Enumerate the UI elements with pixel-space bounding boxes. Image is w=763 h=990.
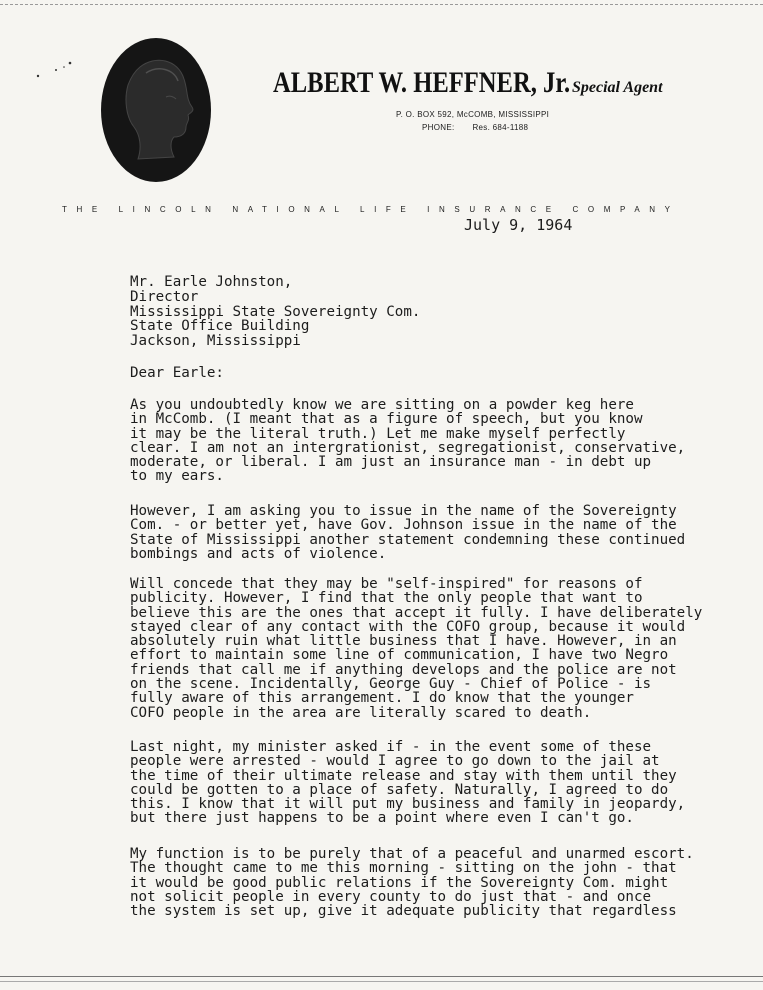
body-line: in McComb. (I meant that as a figure of speech, but you know	[130, 411, 643, 428]
body-line: moderate, or liberal. I am just an insurance man - in debt up	[130, 454, 652, 471]
addressee-line: Mississippi State Sovereignty Com.	[130, 303, 421, 320]
body-line: not solicit people in every county to do just that - and once	[130, 888, 652, 905]
body-line: Last night, my minister asked if - in the event some of these	[130, 739, 652, 755]
body-line: to my ears.	[130, 468, 224, 485]
salutation: Dear Earle:	[130, 365, 224, 381]
body-line: absolutely ruin what little business that I have. However, in an	[130, 633, 677, 650]
body-line: the system is set up, give it adequate publicity that regardless	[130, 903, 677, 920]
body-line: it would be good public relations if the Sovereignty Com. might	[130, 874, 669, 891]
body-paragraph	[130, 847, 694, 918]
body-paragraph	[130, 740, 685, 826]
addressee-line: State Office Building	[130, 318, 310, 335]
body-line: As you undoubtedly know we are sitting on a powder keg here	[130, 397, 634, 413]
body-line: on the scene. Incidentally, George Guy - Chief of Police - is	[130, 676, 652, 693]
body-line: However, I am asking you to issue in the name of the Sovereignty	[130, 503, 677, 519]
body-paragraph	[130, 398, 685, 484]
body-line: clear. I am not an intergrationist, segregationist, conservative,	[130, 439, 686, 456]
phone-label: PHONE:	[422, 123, 455, 132]
body-line: this. I know that it will put my business and family in jeopardy,	[130, 796, 686, 813]
scan-edge-bottom	[0, 981, 763, 982]
agent-phone	[422, 123, 528, 132]
body-line: Com. - or better yet, have Gov. Johnson issue in the name of the	[130, 517, 677, 534]
body-line: State of Mississippi another statement condemning these continued	[130, 531, 686, 548]
addressee-block	[130, 275, 420, 349]
body-line: the time of their ultimate release and stay with them until they	[130, 767, 677, 784]
body-line: friends that call me if anything develops and the police are not	[130, 661, 677, 678]
letter-date: July 9, 1964	[464, 216, 573, 234]
body-line: fully aware of this arrangement. I do know that the younger	[130, 690, 634, 707]
phone-value: Res. 684-1188	[472, 123, 529, 132]
addressee-line: Director	[130, 288, 199, 305]
addressee-line: Mr. Earle Johnston,	[130, 274, 293, 290]
scan-edge-bottom	[0, 976, 763, 977]
body-line: believe this are the ones that accept it fully. I have deliberately	[130, 604, 703, 621]
agent-address: P. O. BOX 592, McCOMB, MISSISSIPPI	[396, 110, 550, 119]
body-line: COFO people in the area are literally scared to death.	[130, 704, 592, 721]
agent-title: Special Agent	[572, 79, 663, 96]
scan-specks	[30, 58, 80, 88]
body-line: The thought came to me this morning - sitting on the john - that	[130, 860, 677, 877]
body-line: Will concede that they may be "self-inspired" for reasons of	[130, 576, 643, 592]
company-name: THE LINCOLN NATIONAL LIFE INSURANCE COMPANY	[62, 205, 680, 214]
body-line: people were arrested - would I agree to go down to the jail at	[130, 753, 660, 770]
body-paragraph	[130, 504, 685, 561]
body-line: it may be the literal truth.) Let me make myself perfectly	[130, 425, 626, 442]
body-line: bombings and acts of violence.	[130, 545, 387, 562]
agent-name: ALBERT W. HEFFNER, Jr.	[273, 66, 571, 99]
addressee-line: Jackson, Mississippi	[130, 333, 301, 350]
body-line: My function is to be purely that of a peaceful and unarmed escort.	[130, 846, 694, 862]
body-line: but there just happens to be a point where even I can't go.	[130, 810, 634, 827]
body-line: effort to maintain some line of communication, I have two Negro	[130, 647, 669, 664]
body-line: publicity. However, I find that the only people that want to	[130, 590, 643, 607]
scan-edge-top	[0, 0, 763, 5]
body-paragraph	[130, 577, 702, 720]
body-line: could be gotten to a place of safety. Naturally, I agreed to do	[130, 781, 669, 798]
body-line: stayed clear of any contact with the COFO group, because it would	[130, 618, 686, 635]
agent-portrait	[100, 37, 212, 183]
